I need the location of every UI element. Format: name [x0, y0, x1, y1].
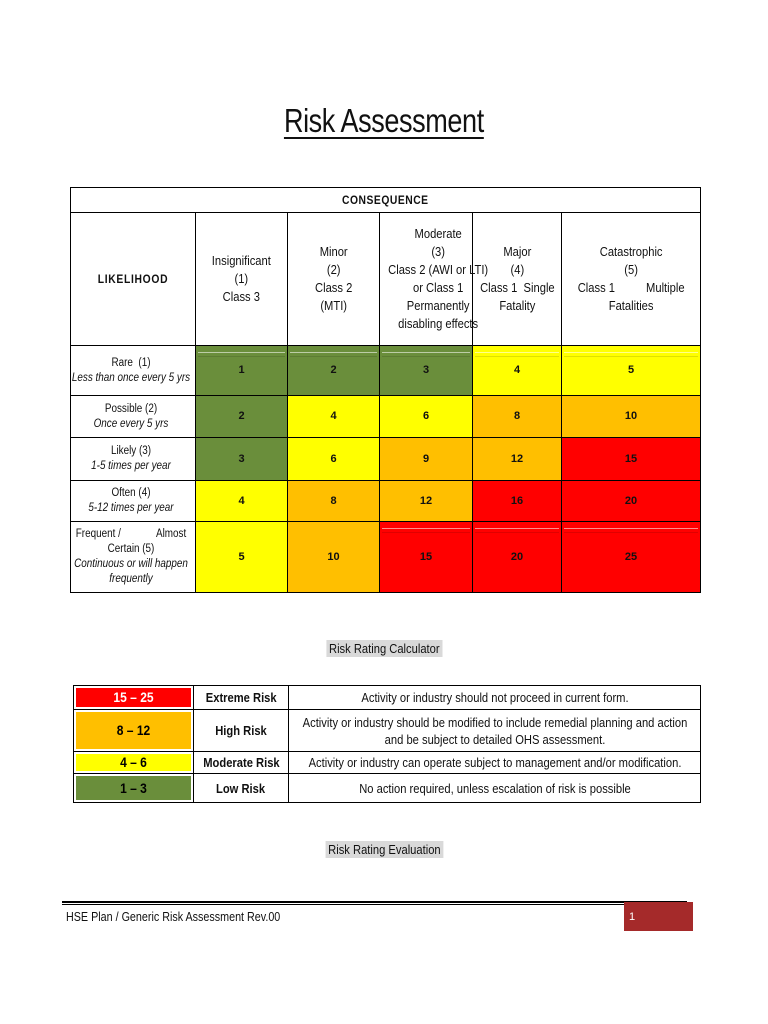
risk-score-cell: [380, 481, 473, 522]
risk-action-text: Activity or industry can operate subject to management and/or modification.: [308, 755, 682, 770]
footer-divider: [62, 901, 687, 903]
risk-score-cell: [196, 346, 288, 396]
consequence-line: Class 2: [314, 280, 353, 295]
risk-score-value: 8: [330, 494, 337, 507]
cell-shadow: [382, 532, 470, 533]
cell-highlight: [382, 528, 470, 529]
risk-action-text: No action required, unless escalation of risk is possible: [359, 780, 631, 796]
cell-shadow: [290, 356, 377, 357]
risk-score-cell: [380, 438, 473, 481]
legend-row: [74, 774, 701, 803]
risk-score-value: 10: [327, 550, 340, 563]
cell-highlight: [198, 352, 285, 353]
risk-score-value: 6: [422, 410, 430, 422]
risk-score-cell: [473, 522, 562, 593]
risk-range-cell: [74, 774, 194, 803]
likelihood-name: Often (4): [111, 487, 151, 499]
risk-score-cell: [288, 481, 380, 522]
consequence-column-3: [380, 213, 489, 346]
footer-text: [66, 910, 315, 924]
likelihood-text: [71, 527, 191, 587]
consequence-line: Major: [503, 244, 531, 259]
risk-score-cell: [473, 481, 562, 522]
consequence-column-2: [288, 213, 380, 346]
consequence-line: Catastrophic: [599, 244, 663, 259]
risk-level-text: Extreme Risk: [205, 690, 277, 705]
risk-score-cell: [380, 346, 473, 396]
risk-range-swatch: [76, 712, 191, 749]
risk-score-cell: [562, 438, 701, 481]
cell-shadow: [382, 356, 470, 357]
risk-score-value: 12: [510, 452, 524, 465]
likelihood-text: [71, 356, 191, 386]
risk-score-value: 4: [330, 410, 337, 422]
likelihood-cell: [71, 396, 196, 438]
risk-range-text: 4 – 6: [120, 754, 147, 770]
likelihood-row: [71, 396, 701, 438]
likelihood-name: Likely (3): [110, 445, 152, 457]
consequence-text: [480, 243, 555, 315]
risk-score-value: 20: [624, 494, 638, 507]
risk-score-value: 15: [419, 550, 433, 563]
risk-score-cell: [562, 522, 701, 593]
footer-divider-thin: [62, 904, 687, 905]
risk-score-value: 2: [330, 364, 337, 376]
risk-score-cell: [288, 438, 380, 481]
consequence-line: Fatalities: [608, 298, 654, 313]
risk-score-value: 5: [238, 550, 245, 563]
page-title: [0, 102, 768, 140]
cell-shadow: [198, 356, 285, 357]
risk-score-value: 1: [238, 364, 245, 376]
risk-level-text: High Risk: [215, 723, 267, 738]
risk-score-value: 9: [422, 452, 430, 465]
consequence-line: (5): [624, 262, 638, 277]
consequence-line: (3): [431, 244, 445, 259]
risk-score-cell: [196, 438, 288, 481]
evaluation-caption-text: Risk Rating Evaluation: [325, 841, 443, 858]
risk-level-cell: [194, 710, 289, 752]
risk-score-value: 12: [419, 494, 433, 507]
risk-matrix-table: [70, 187, 701, 593]
cell-shadow: [564, 356, 698, 357]
risk-score-value: 3: [422, 364, 430, 376]
consequence-line: (MTI): [320, 298, 347, 313]
risk-score-value: 25: [624, 550, 638, 563]
risk-score-cell: [473, 396, 562, 438]
legend-row: [74, 752, 701, 774]
consequence-line: Class 1 Single: [479, 280, 555, 295]
risk-score-cell: [196, 522, 288, 593]
likelihood-cell: [71, 438, 196, 481]
risk-score-value: 4: [238, 494, 245, 507]
cell-highlight: [475, 352, 559, 353]
likelihood-name: Frequent / Almost Certain (5): [75, 528, 189, 555]
risk-range-text: 1 – 3: [120, 780, 147, 796]
consequence-line: (4): [510, 262, 524, 277]
risk-range-text: 8 – 12: [116, 722, 151, 738]
risk-score-value: 3: [238, 452, 245, 465]
risk-score-value: 10: [624, 410, 638, 422]
consequence-label: CONSEQUENCE: [342, 192, 429, 207]
risk-score-cell: [562, 346, 701, 396]
risk-action-cell: [289, 774, 701, 803]
risk-level-text: Low Risk: [216, 780, 266, 796]
consequence-text: [212, 252, 271, 306]
consequence-line: or Class 1: [412, 280, 464, 295]
legend-row: [74, 686, 701, 710]
likelihood-cell: [71, 346, 196, 396]
evaluation-caption: [0, 841, 768, 858]
risk-action-text: Activity or industry should not proceed in current form.: [361, 690, 629, 705]
likelihood-text: [71, 444, 191, 474]
consequence-line: Class 2 (AWI or LTI): [388, 262, 489, 277]
risk-score-cell: [380, 396, 473, 438]
consequence-text: [388, 225, 488, 333]
risk-score-cell: [562, 481, 701, 522]
page-title-text: Risk Assessment: [284, 102, 484, 139]
likelihood-cell: [71, 522, 196, 593]
consequence-line: (1): [234, 271, 249, 286]
likelihood-header: [71, 213, 196, 346]
consequence-line: (2): [326, 262, 341, 277]
risk-score-cell: [288, 346, 380, 396]
risk-range-cell: [74, 752, 194, 774]
consequence-line: Minor: [319, 244, 348, 259]
risk-score-value: 2: [238, 410, 245, 422]
likelihood-label: LIKELIHOOD: [97, 271, 169, 286]
consequence-line: Moderate: [414, 226, 462, 241]
likelihood-frequency: Less than once every 5 yrs: [71, 371, 191, 384]
risk-score-cell: [473, 438, 562, 481]
risk-action-text: Activity or industry should be modified to include remedial planning and action and be subject to detailed OHS assessment.: [302, 714, 688, 747]
risk-score-cell: [196, 481, 288, 522]
legend-row: [74, 710, 701, 752]
risk-level-cell: [194, 752, 289, 774]
consequence-line: Class 1 Multiple: [577, 280, 685, 295]
likelihood-frequency: Continuous or will happen frequently: [74, 558, 188, 585]
risk-range-swatch: [76, 754, 191, 771]
risk-score-cell: [196, 396, 288, 438]
risk-score-value: 20: [510, 550, 524, 563]
risk-level-text: Moderate Risk: [202, 755, 280, 770]
consequence-column-1: [196, 213, 288, 346]
cell-highlight: [382, 352, 470, 353]
risk-score-value: 15: [624, 452, 638, 465]
risk-score-value: 6: [330, 452, 337, 465]
likelihood-cell: [71, 481, 196, 522]
consequence-line: Insignificant: [211, 253, 272, 268]
likelihood-row: [71, 438, 701, 481]
likelihood-row: [71, 346, 701, 396]
risk-score-value: 8: [513, 410, 521, 422]
risk-score-cell: [562, 396, 701, 438]
cell-highlight: [475, 528, 559, 529]
risk-range-cell: [74, 686, 194, 710]
consequence-line: disabling effects: [398, 316, 479, 331]
risk-range-swatch: [76, 776, 191, 800]
risk-score-value: 16: [510, 494, 524, 507]
consequence-column-5: [562, 213, 701, 346]
cell-shadow: [475, 356, 559, 357]
risk-range-swatch: [76, 688, 191, 707]
risk-range-text: 15 – 25: [113, 689, 154, 705]
cell-shadow: [564, 532, 698, 533]
consequence-line: Permanently: [406, 298, 470, 313]
likelihood-text: [71, 402, 191, 432]
likelihood-frequency: Once every 5 yrs: [93, 417, 169, 430]
consequence-header: [71, 188, 701, 213]
likelihood-row: [71, 522, 701, 593]
consequence-line: Fatality: [498, 298, 536, 313]
risk-score-value: 4: [513, 364, 521, 376]
page-number-badge: [624, 902, 693, 931]
consequence-text: [315, 243, 352, 315]
page-number: 1: [629, 911, 636, 923]
calculator-caption-text: Risk Rating Calculator: [326, 640, 442, 657]
risk-score-cell: [288, 396, 380, 438]
likelihood-name: Possible (2): [104, 402, 158, 415]
risk-legend-table: [73, 685, 701, 803]
risk-range-cell: [74, 710, 194, 752]
likelihood-frequency: 5-12 times per year: [88, 502, 174, 514]
risk-action-cell: [289, 710, 701, 752]
cell-highlight: [564, 352, 698, 353]
risk-score-cell: [288, 522, 380, 593]
likelihood-name: Rare (1): [111, 356, 151, 369]
cell-highlight: [290, 352, 377, 353]
likelihood-text: [71, 486, 191, 516]
consequence-text: [578, 243, 685, 315]
risk-level-cell: [194, 774, 289, 803]
risk-level-cell: [194, 686, 289, 710]
calculator-caption: [0, 640, 768, 657]
cell-highlight: [564, 528, 698, 529]
likelihood-frequency: 1-5 times per year: [91, 460, 171, 472]
consequence-line: Class 3: [222, 289, 261, 304]
risk-score-cell: [380, 522, 473, 593]
risk-action-cell: [289, 686, 701, 710]
risk-score-cell: [473, 346, 562, 396]
risk-score-value: 5: [627, 364, 635, 376]
footer-doc-title: HSE Plan / Generic Risk Assessment Rev.00: [66, 910, 281, 924]
cell-shadow: [475, 532, 559, 533]
risk-action-cell: [289, 752, 701, 774]
likelihood-row: [71, 481, 701, 522]
